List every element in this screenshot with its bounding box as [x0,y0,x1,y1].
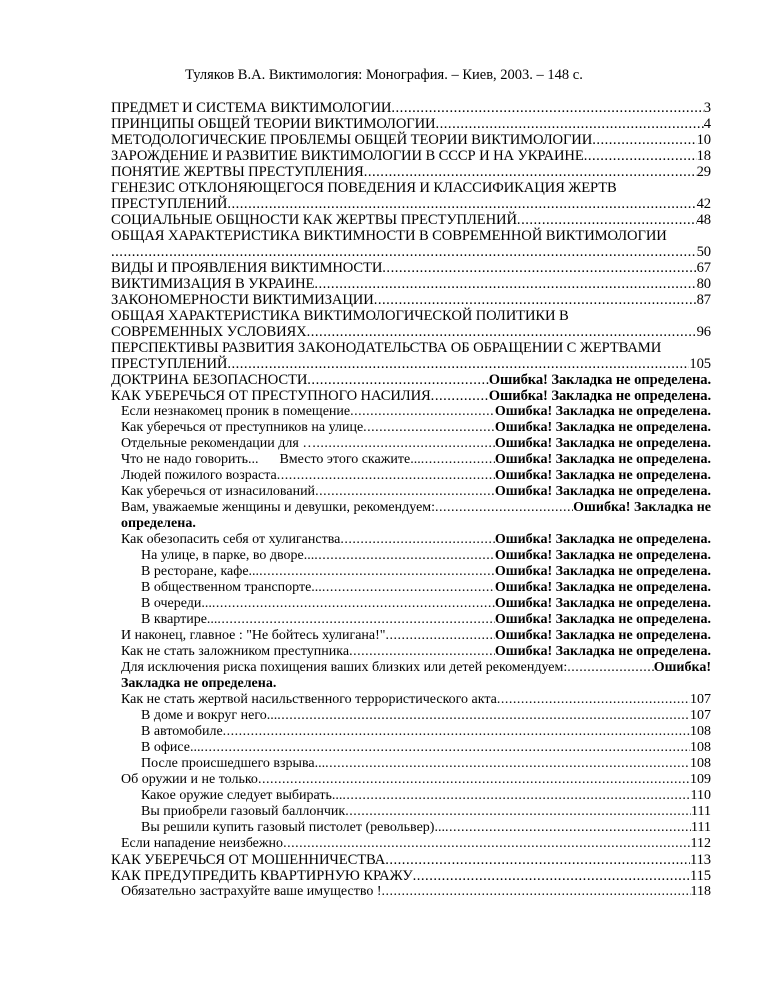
toc-entry[interactable] [111,724,711,740]
toc-entry-title: Отдельные рекомендации для … [121,436,317,451]
toc-entry-title-line1: ГЕНЕЗИС ОТКЛОНЯЮЩЕГОСЯ ПОВЕДЕНИЯ И КЛАССИФИКАЦИЯ ЖЕРТВ [111,180,617,196]
dot-leader [217,612,494,628]
toc-entry-title: В общественном транспорте... [141,580,322,595]
toc-entry-title: Вы приобрели газовый баллончик [141,804,346,819]
toc-entry-page: 50 [696,244,711,260]
toc-entry[interactable] [111,100,711,116]
toc-entry[interactable] [111,548,711,564]
toc-entry-title-line1: ОБЩАЯ ХАРАКТЕРИСТИКА ВИКТИМНОСТИ В СОВРЕМЕННОЙ ВИКТИМОЛОГИИ [111,228,667,244]
toc-entry[interactable] [111,132,711,148]
bookmark-error: Ошибка! Закладка не определена. [494,596,711,611]
dot-leader [364,164,697,180]
toc-entry-title: Для исключения риска похищения ваших близких или детей рекомендуем: [121,660,568,675]
toc-entry-title: Вы решили купить газовый пистолет (револьвер)... [141,820,445,835]
bookmark-error: Ошибка! Закладка не определена. [494,564,711,579]
toc-entry-page: 48 [696,212,711,228]
dot-leader [413,868,690,884]
toc-entry-title: В ресторане, кафе... [141,564,260,579]
dot-leader [374,292,697,308]
toc-entry[interactable] [111,420,711,436]
toc-entry[interactable] [111,372,711,388]
toc-entry[interactable] [111,692,711,708]
dot-leader [314,548,495,564]
dot-leader [345,804,691,820]
toc-entry-title: Вам, уважаемые женщины и девушки, рекомендуем: [121,500,436,515]
toc-entry-page: 10 [696,132,711,148]
toc-entry-title: Как обезопасить себя от хулиганства [121,532,341,547]
toc-entry-title: СОЦИАЛЬНЫЕ ОБЩНОСТИ КАК ЖЕРТВЫ ПРЕСТУПЛЕНИЙ [111,212,517,228]
dot-leader [307,324,697,340]
toc-entry[interactable] [111,180,711,212]
toc-entry-page: 109 [690,772,711,787]
toc-entry-page: 111 [691,804,711,819]
toc-entry-page: 112 [690,836,711,851]
dot-leader [325,756,690,772]
toc-entry-page: 111 [691,820,711,835]
toc-entry-page: 108 [690,740,711,755]
dot-leader [382,884,691,900]
dot-leader [391,100,703,116]
dot-leader [227,196,696,212]
toc-entry-title-line2: СОВРЕМЕННЫХ УСЛОВИЯХ [111,324,307,340]
toc-entry[interactable] [111,436,711,452]
toc-entry-title-line2: ПРЕСТУПЛЕНИЙ [111,356,228,372]
dot-leader [314,276,696,292]
bookmark-error: Ошибка! Закладка не определена. [488,372,711,388]
toc-entry[interactable] [111,596,711,612]
toc-entry[interactable] [111,708,711,724]
bookmark-error: Ошибка! Закладка не определена. [494,420,711,435]
toc-entry-page: 80 [696,276,711,292]
dot-leader [283,836,690,852]
bookmark-error: Ошибка! Закладка не определена. [494,404,711,419]
toc-entry-title: На улице, в парке, во дворе... [141,548,315,563]
bookmark-error-part2: определена. [121,516,196,531]
toc-entry[interactable] [111,740,711,756]
toc-entry-title: В квартире... [141,612,218,627]
toc-entry-page: 42 [696,196,711,212]
toc-entry[interactable] [111,340,711,372]
bookmark-error-part1: Ошибка! Закладка не [573,500,711,515]
toc-entry-page: 67 [696,260,711,276]
toc-entry[interactable] [111,580,711,596]
toc-entry-page: 96 [696,324,711,340]
dot-leader [435,500,573,516]
toc-entry[interactable] [111,484,711,500]
bookmark-error: Ошибка! Закладка не определена. [494,548,711,563]
toc-entry[interactable] [111,820,711,836]
toc-entry-title: Обязательно застрахуйте ваше имущество ! [121,884,382,899]
dot-leader [259,564,495,580]
dot-leader [316,436,495,452]
toc-entry-title: ВИДЫ И ПРОЯВЛЕНИЯ ВИКТИМНОСТИ [111,260,383,276]
toc-entry-title: Об оружии и не только [121,772,258,787]
toc-entry-page: 113 [689,852,711,868]
toc-entry[interactable] [111,308,711,340]
dot-leader [201,740,691,756]
toc-entry[interactable] [111,644,711,660]
bookmark-error: Ошибка! Закладка не определена. [494,484,711,499]
toc-entry-page: 29 [696,164,711,180]
dot-leader [592,132,696,148]
dot-leader [350,404,495,420]
toc-entry-title: ЗАРОЖДЕНИЕ И РАЗВИТИЕ ВИКТИМОЛОГИИ В СССР И НА УКРАИНЕ [111,148,584,164]
dot-leader [421,452,495,468]
bookmark-error: Ошибка! Закладка не определена. [494,612,711,627]
document-citation: Туляков В.А. Виктимология: Монография. – Киев, 2003. – 148 с. [185,67,583,83]
dot-leader [445,820,691,836]
toc-entry[interactable] [111,804,711,820]
toc-entry-title: Какое оружие следует выбирать... [141,788,343,803]
toc-entry-page: 115 [689,868,711,884]
toc-entry[interactable] [111,500,711,532]
toc-entry-title: В офисе... [141,740,201,755]
toc-entry-title: КАК УБЕРЕЧЬСЯ ОТ МОШЕННИЧЕСТВА [111,852,386,868]
dot-leader [431,388,489,404]
toc-entry-title: Людей пожилого возраста [121,468,277,483]
toc-entry[interactable] [111,388,711,404]
toc-entry[interactable] [111,852,711,868]
toc-entry[interactable] [111,148,711,164]
dot-leader [307,372,489,388]
toc-entry-page: 4 [703,116,711,132]
toc-entry[interactable] [111,564,711,580]
toc-entry[interactable] [111,116,711,132]
toc-entry[interactable] [111,228,711,260]
toc-entry[interactable] [111,276,711,292]
toc-entry[interactable] [111,772,711,788]
toc-entry-title: КАК УБЕРЕЧЬСЯ ОТ ПРЕСТУПНОГО НАСИЛИЯ [111,388,431,404]
dot-leader [322,580,495,596]
toc-entry-page: 107 [690,692,711,707]
dot-leader [227,356,689,372]
toc-entry-title: Как уберечься от преступников на улице [121,420,364,435]
toc-entry-title: В автомобиле [141,724,223,739]
dot-leader [258,772,690,788]
dot-leader [567,660,653,676]
dot-leader [349,644,495,660]
toc-entry-title-line1: ПЕРСПЕКТИВЫ РАЗВИТИЯ ЗАКОНОДАТЕЛЬСТВА ОБ ОБРАЩЕНИИ С ЖЕРТВАМИ [111,340,662,356]
dot-leader [386,628,495,644]
toc-entry-page: 110 [690,788,711,803]
toc-entry-page: 87 [696,292,711,308]
toc-entry-title: ЗАКОНОМЕРНОСТИ ВИКТИМИЗАЦИИ [111,292,374,308]
dot-leader [517,212,697,228]
toc-entry-title: Если нападение неизбежно [121,836,284,851]
toc-entry-title: Что не надо говорить... Вместо этого скажите... [121,452,421,467]
toc-entry[interactable] [111,532,711,548]
bookmark-error: Ошибка! Закладка не определена. [494,436,711,451]
toc-entry-title-line2: ПРЕСТУПЛЕНИЙ [111,196,228,212]
dot-leader [212,596,495,612]
toc-entry[interactable] [111,868,711,884]
dot-leader [363,420,495,436]
toc-entry[interactable] [111,212,711,228]
toc-entry[interactable] [111,164,711,180]
toc-entry[interactable] [111,468,711,484]
dot-leader [340,532,495,548]
bookmark-error: Ошибка! Закладка не определена. [488,388,711,404]
toc-entry-page: 118 [690,884,711,899]
bookmark-error: Ошибка! Закладка не определена. [494,452,711,467]
toc-entry-title: Как не стать заложником преступника [121,644,350,659]
toc-entry-page: 107 [690,708,711,723]
toc-entry[interactable] [111,884,711,900]
toc-entry[interactable] [111,836,711,852]
dot-leader [315,484,495,500]
toc-entry[interactable] [111,404,711,420]
toc-entry-title: ДОКТРИНА БЕЗОПАСНОСТИ [111,372,308,388]
toc-entry-page: 18 [696,148,711,164]
bookmark-error-part2: Закладка не определена. [121,676,277,691]
toc-entry-title: После происшедшего взрыва... [141,756,326,771]
dot-leader [277,468,495,484]
toc-entry[interactable] [111,452,711,468]
dot-leader [382,260,696,276]
dot-leader [223,724,690,740]
toc-entry[interactable] [111,612,711,628]
toc-entry-page: 108 [690,724,711,739]
toc-entry-page: 105 [689,356,711,372]
toc-entry-title: ПРИНЦИПЫ ОБЩЕЙ ТЕОРИИ ВИКТИМОЛОГИИ [111,116,436,132]
toc-entry[interactable] [111,628,711,644]
toc-entry-page: 108 [690,756,711,771]
dot-leader [435,116,703,132]
toc-entry[interactable] [111,292,711,308]
toc-entry-title: И наконец, главное : "Не бойтесь хулигана!" [121,628,386,643]
dot-leader [342,788,690,804]
toc-entry-title: ПОНЯТИЕ ЖЕРТВЫ ПРЕСТУПЛЕНИЯ [111,164,364,180]
bookmark-error: Ошибка! Закладка не определена. [494,468,711,483]
toc-entry-title: ВИКТИМИЗАЦИЯ В УКРАИНЕ [111,276,315,292]
dot-leader [111,244,697,260]
toc-entry-title-line1: ОБЩАЯ ХАРАКТЕРИСТИКА ВИКТИМОЛОГИЧЕСКОЙ ПОЛИТИКИ В [111,308,569,324]
toc-entry[interactable] [111,788,711,804]
dot-leader [385,852,690,868]
table-of-contents [111,100,711,900]
toc-entry-title: Если незнакомец проник в помещение [121,404,351,419]
toc-entry-page: 3 [703,100,711,116]
dot-leader [497,692,690,708]
toc-entry-title: ПРЕДМЕТ И СИСТЕМА ВИКТИМОЛОГИИ [111,100,392,116]
toc-entry[interactable] [111,260,711,276]
toc-entry-title: МЕТОДОЛОГИЧЕСКИЕ ПРОБЛЕМЫ ОБЩЕЙ ТЕОРИИ ВИКТИМОЛОГИИ [111,132,593,148]
toc-entry-title: Как уберечься от изнасилований [121,484,316,499]
dot-leader [277,708,690,724]
dot-leader [584,148,697,164]
toc-entry-title: В доме и вокруг него... [141,708,278,723]
toc-entry-title: Как не стать жертвой насильственного террористического акта [121,692,497,707]
toc-entry[interactable] [111,660,711,692]
toc-entry[interactable] [111,756,711,772]
toc-entry-title: КАК ПРЕДУПРЕДИТЬ КВАРТИРНУЮ КРАЖУ [111,868,413,884]
bookmark-error-part1: Ошибка! [653,660,711,675]
bookmark-error: Ошибка! Закладка не определена. [494,644,711,659]
toc-entry-title: В очереди... [141,596,212,611]
bookmark-error: Ошибка! Закладка не определена. [494,532,711,547]
bookmark-error: Ошибка! Закладка не определена. [494,580,711,595]
bookmark-error: Ошибка! Закладка не определена. [494,628,711,643]
